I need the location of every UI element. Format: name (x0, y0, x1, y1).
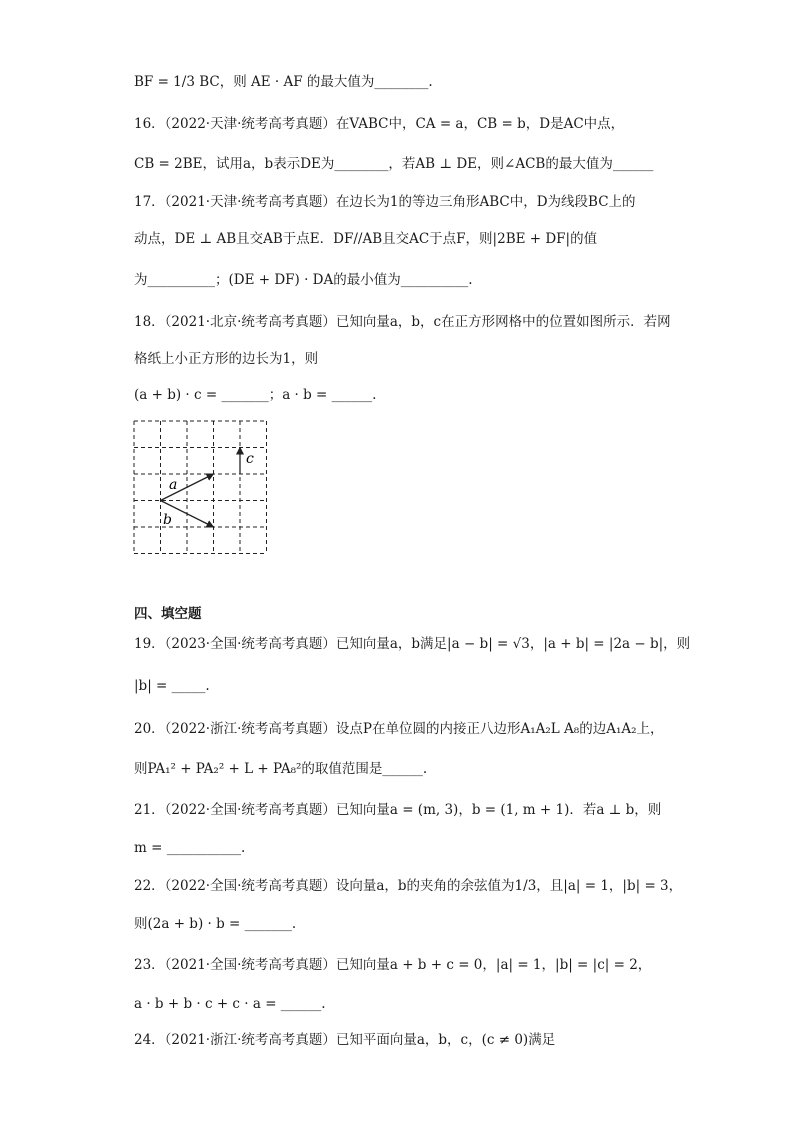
problem-17-line-2: 动点，DE ⊥ AB且交AB于点E．DF//AB且交AC于点F，则|2BE + DF|的值 (134, 231, 598, 247)
section-title: 四、填空题 (134, 606, 202, 622)
problem-17-line-3: 为__________；(DE + DF) · DA的最小值为__________. (134, 272, 473, 288)
problem-24-line-1: 24．（2021·浙江·统考高考真题）已知平面向量a，b，c，(c ≠ 0)满足 (134, 1032, 556, 1048)
problem-23-line-2: a · b + b · c + c · a = ______. (134, 996, 326, 1012)
vector-c-label: c (246, 451, 254, 467)
grid-lines (134, 421, 267, 554)
problem-20-line-1: 20．（2022·浙江·统考高考真题）设点P在单位圆的内接正八边形A₁A₂L A₈的边A₁A₂上， (134, 721, 664, 737)
problem-21-line-2: m = ___________. (134, 840, 246, 856)
problem-16-line-2: CB = 2BE，试用a，b表示DE为________，若AB ⊥ DE，则∠ACB的最大值为______ (134, 156, 654, 172)
vector-a-label: a (169, 477, 178, 493)
problem-16-line-1: 16．（2022·天津·统考高考真题）在VABC中，CA = a，CB = b，D是AC中点， (134, 116, 625, 132)
problem-21-line-1: 21．（2022·全国·统考高考真题）已知向量a = (m, 3)，b = (1, m + 1)．若a ⊥ b，则 (134, 802, 662, 818)
problem-17-line-1: 17．（2021·天津·统考高考真题）在边长为1的等边三角形ABC中，D为线段BC上的 (134, 194, 636, 210)
problem-18-line-1: 18．（2021·北京·统考高考真题）已知向量a，b，c在正方形网格中的位置如图所示．若网 (134, 314, 671, 330)
problem-22-line-2: 则(2a + b) · b = _______. (134, 916, 297, 932)
vector-grid-figure (133, 420, 269, 554)
problem-23-line-1: 23．（2021·全国·统考高考真题）已知向量a + b + c = 0，|a| = 1，|b| = |c| = 2， (134, 957, 652, 973)
problem-15-tail: BF = 1/3 BC，则 AE · AF 的最大值为________. (134, 74, 433, 90)
problem-19-line-1: 19．（2023·全国·统考高考真题）已知向量a，b满足|a − b| = √3，|a + b| = |2a − b|，则 (134, 636, 691, 652)
problem-18-line-2: 格纸上小正方形的边长为1，则 (134, 351, 319, 367)
vector-b-label: b (163, 512, 172, 528)
problem-22-line-1: 22．（2022·全国·统考高考真题）设向量a，b的夹角的余弦值为1/3，且|a| = 1，|b| = 3， (134, 878, 683, 894)
problem-19-line-2: |b| = _____. (134, 678, 210, 694)
problem-20-line-2: 则PA₁² + PA₂² + L + PA₈²的取值范围是______. (134, 761, 428, 777)
problem-18-line-3: (a + b) · c = _______；a · b = ______. (134, 387, 377, 403)
